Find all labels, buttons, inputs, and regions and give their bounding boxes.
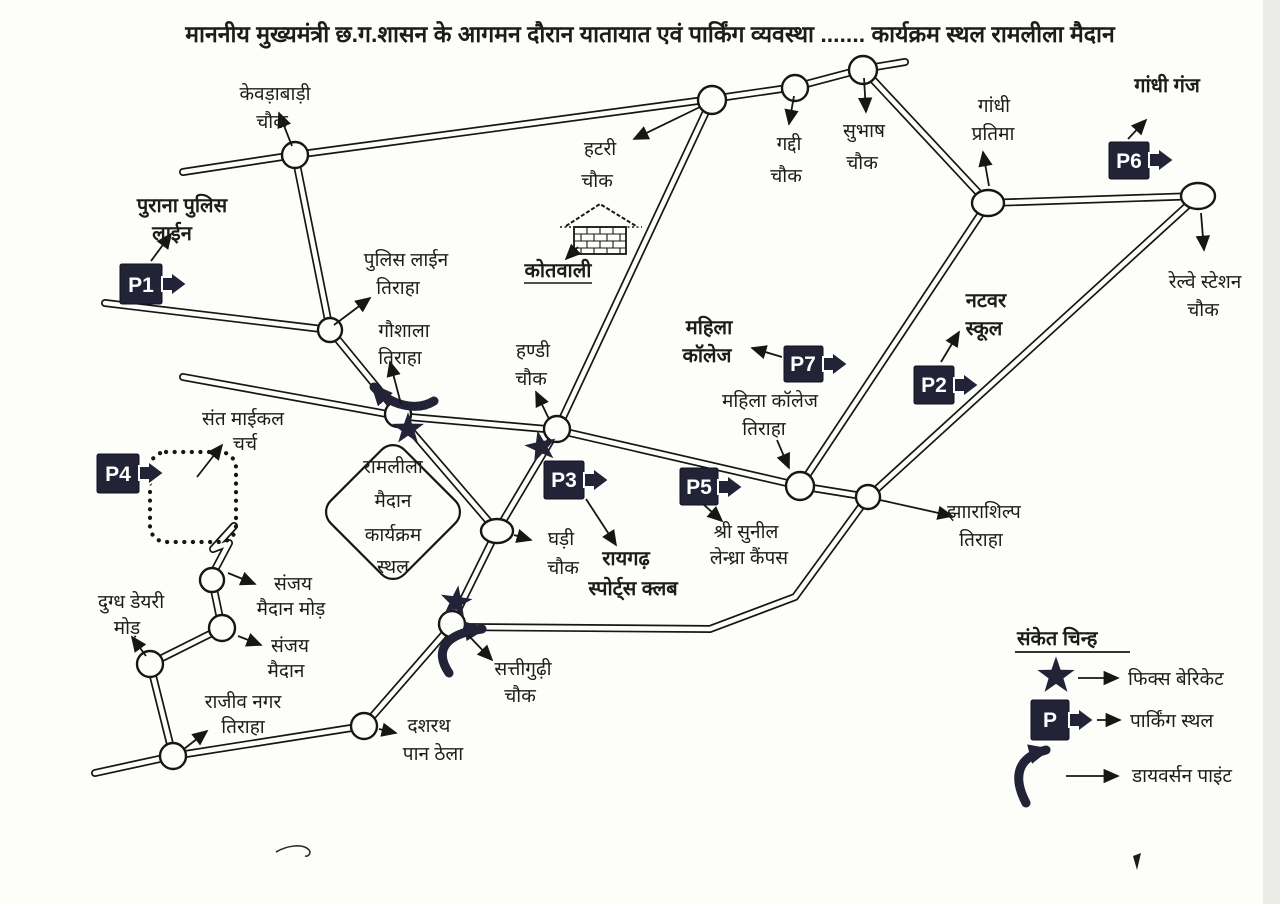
road xyxy=(458,497,868,629)
label-natwar: नटवर xyxy=(965,290,1007,312)
label-subhash: चौक xyxy=(846,153,878,174)
parking-arrow-icon xyxy=(718,475,743,499)
label-dashrath: दशरथ xyxy=(407,716,451,737)
pointer-raigarh-sports xyxy=(586,499,616,545)
parking-arrow-icon xyxy=(1149,148,1174,172)
label-mahila-tiraha: महिला कॉलेज xyxy=(722,391,818,412)
junction-gaddi-chowk xyxy=(782,75,808,101)
pointer-sunil-campus xyxy=(703,504,722,521)
legend-star-icon xyxy=(1037,656,1074,691)
label-mahila-college: कॉलेज xyxy=(682,345,732,367)
pointer-gandhi-pratima xyxy=(983,152,989,186)
label-hatri: चौक xyxy=(581,171,613,192)
pointer-dashrath xyxy=(379,729,396,733)
label-sanjay-mod: मैदान मोड़ xyxy=(256,599,326,620)
pointer-rajiv-nagar xyxy=(184,731,207,749)
legend-parking-arrow-icon xyxy=(1069,708,1094,732)
pointer-natwar xyxy=(941,332,959,362)
pointer-railway xyxy=(1201,213,1204,250)
legend xyxy=(1015,626,1232,803)
scan-edge xyxy=(1263,0,1280,904)
venue-ramlila-maidan xyxy=(319,438,466,585)
pointer-mahila-tiraha xyxy=(777,440,789,468)
label-ghadi: घड़ी xyxy=(547,529,575,550)
label-sanjay-maidan: मैदान xyxy=(267,661,305,682)
venue-label: मैदान xyxy=(374,491,412,512)
label-gandhi-pratima: प्रतिमा xyxy=(971,124,1015,145)
label-railway: रेल्वे स्टेशन xyxy=(1168,272,1242,293)
junction-ghadi-chowk xyxy=(481,519,513,543)
legend-parking-label: पार्किंग स्थल xyxy=(1130,711,1214,732)
pointer-gandhi-ganj xyxy=(1128,120,1146,139)
pointer-ghadi xyxy=(514,535,531,540)
junction-subhash-chowk xyxy=(849,56,877,84)
label-police-tiraha: तिराहा xyxy=(376,278,420,299)
label-jharashilp: तिराहा xyxy=(959,530,1003,551)
label-sattigudhi: चौक xyxy=(504,686,536,707)
pointer-sanjay-mod xyxy=(228,573,255,584)
label-sunil-campus: लेन्ध्रा कैंपस xyxy=(709,548,789,569)
label-hatri: हटरी xyxy=(583,139,617,160)
label-handi: चौक xyxy=(515,369,547,390)
parking-arrow-icon xyxy=(823,352,848,376)
label-purana-police: पुराना पुलिस xyxy=(136,195,228,217)
pointer-sattigudhi xyxy=(468,635,492,660)
pointer-dugdh-dairy xyxy=(132,637,146,656)
label-gandhi-pratima: गांधी xyxy=(977,96,1011,117)
venue-label: स्थल xyxy=(376,557,410,578)
label-kotwali: कोतवाली xyxy=(524,260,592,282)
parking-p1 xyxy=(120,264,187,304)
stray-mark xyxy=(1133,853,1141,870)
parking-p6 xyxy=(1109,142,1174,179)
junction-gandhi-pratima xyxy=(972,190,1004,216)
label-kevdabadi: केवड़ाबाड़ी xyxy=(239,84,311,105)
label-subhash: सुभाष xyxy=(842,121,886,142)
junction-handi-chowk xyxy=(544,416,570,442)
parking-p7 xyxy=(784,346,848,382)
label-gandhi-ganj: गांधी गंज xyxy=(1134,75,1200,97)
junction-hatri-chowk xyxy=(698,86,726,114)
junction-sanjay-maidan xyxy=(209,615,235,641)
legend-diversion-icon xyxy=(1019,750,1046,803)
label-sunil-campus: श्री सुनील xyxy=(713,522,779,543)
junction-railway-station-chowk xyxy=(1181,183,1215,209)
road xyxy=(400,418,497,622)
parking-p2 xyxy=(914,366,979,404)
pointer-sant-michael xyxy=(197,445,222,477)
label-sattigudhi: सत्तीगुढ़ी xyxy=(494,659,552,680)
kotwali-building-icon xyxy=(560,204,642,254)
parking-arrow-icon xyxy=(584,468,609,492)
junction-rajiv-nagar-tiraha xyxy=(160,743,186,769)
pointer-police-tiraha xyxy=(334,298,370,325)
label-gaushala: तिराहा xyxy=(378,348,422,369)
pointer-mahila-college xyxy=(752,348,782,357)
parking-label: P6 xyxy=(1116,150,1142,173)
label-rajiv-nagar: राजीव नगर xyxy=(204,692,282,713)
label-sanjay-maidan: संजय xyxy=(271,636,309,657)
label-ghadi: चौक xyxy=(547,558,579,579)
label-handi: हण्डी xyxy=(515,341,551,362)
label-dashrath: पान ठेला xyxy=(402,744,464,765)
parking-label: P4 xyxy=(105,463,131,486)
church-block-dotted-outline xyxy=(150,452,236,542)
label-sanjay-mod: संजय xyxy=(274,574,312,595)
junction-mahila-college-tiraha xyxy=(786,472,814,500)
parking-label: P7 xyxy=(790,353,816,376)
label-gaddi: गद्दी xyxy=(776,134,802,155)
legend-title: संकेत चिन्ह xyxy=(1017,628,1098,650)
pointer-jharashilp xyxy=(880,500,952,516)
junction-dugdh-dairy-mod xyxy=(137,651,163,677)
pointer-handi xyxy=(536,392,549,419)
label-police-tiraha: पुलिस लाईन xyxy=(363,250,449,271)
label-dugdh-dairy: मोड़ xyxy=(113,618,141,639)
legend-diversion-label: डायवर्सन पाइंट xyxy=(1132,766,1232,787)
parking-arrow-icon xyxy=(139,461,164,485)
label-rajiv-nagar: तिराहा xyxy=(221,717,265,738)
label-dugdh-dairy: दुग्ध डेयरी xyxy=(97,592,165,613)
label-mahila-tiraha: तिराहा xyxy=(742,419,786,440)
parking-label: P2 xyxy=(921,374,947,397)
parking-label: P1 xyxy=(128,274,154,297)
parking-label: P3 xyxy=(551,469,577,492)
label-jharashilp: झााराशिल्प xyxy=(947,502,1021,523)
junction-jharashilp-tiraha xyxy=(856,485,880,509)
parking-arrow-icon xyxy=(954,373,979,397)
junction-kevdabadi-chowk xyxy=(282,142,308,168)
pointer-sanjay-maidan xyxy=(238,636,261,645)
stray-mark xyxy=(276,846,310,856)
parking-arrow-icon xyxy=(162,272,187,296)
diversion-arrow-gaushala xyxy=(374,387,434,406)
legend-p-symbol: P xyxy=(1042,709,1058,732)
venue-label: कार्यक्रम xyxy=(364,525,422,546)
label-sant-michael: संत माईकल xyxy=(201,409,285,430)
label-gaushala: गौशाला xyxy=(378,321,430,342)
label-raigarh-sports: स्पोर्ट्स क्लब xyxy=(588,578,678,600)
venue-label: रामलीला xyxy=(363,457,423,478)
label-railway: चौक xyxy=(1187,300,1219,321)
label-raigarh-sports: रायगढ़ xyxy=(602,548,650,570)
label-sant-michael: चर्च xyxy=(232,434,258,455)
label-mahila-college: महिला xyxy=(685,317,733,339)
label-gaddi: चौक xyxy=(770,166,802,187)
label-kevdabadi: चौक xyxy=(256,112,288,133)
page-title: माननीय मुख्यमंत्री छ.ग.शासन के आगमन दौरान यातायात एवं पार्किंग व्यवस्था ....... कार्यक्रम स्थल रामलीला मैदान xyxy=(185,21,1115,47)
label-natwar: स्कूल xyxy=(965,318,1003,340)
junction-dashrath-pan-thela xyxy=(351,713,377,739)
pointer-kotwali xyxy=(566,247,578,259)
parking-p3 xyxy=(544,461,609,499)
legend-fixed-barricade-label: फिक्स बेरिकेट xyxy=(1128,669,1224,690)
label-purana-police: लाईन xyxy=(152,223,192,245)
place-labels xyxy=(98,73,1242,765)
junction-sanjay-maidan-mod xyxy=(200,568,224,592)
parking-label: P5 xyxy=(686,476,712,499)
